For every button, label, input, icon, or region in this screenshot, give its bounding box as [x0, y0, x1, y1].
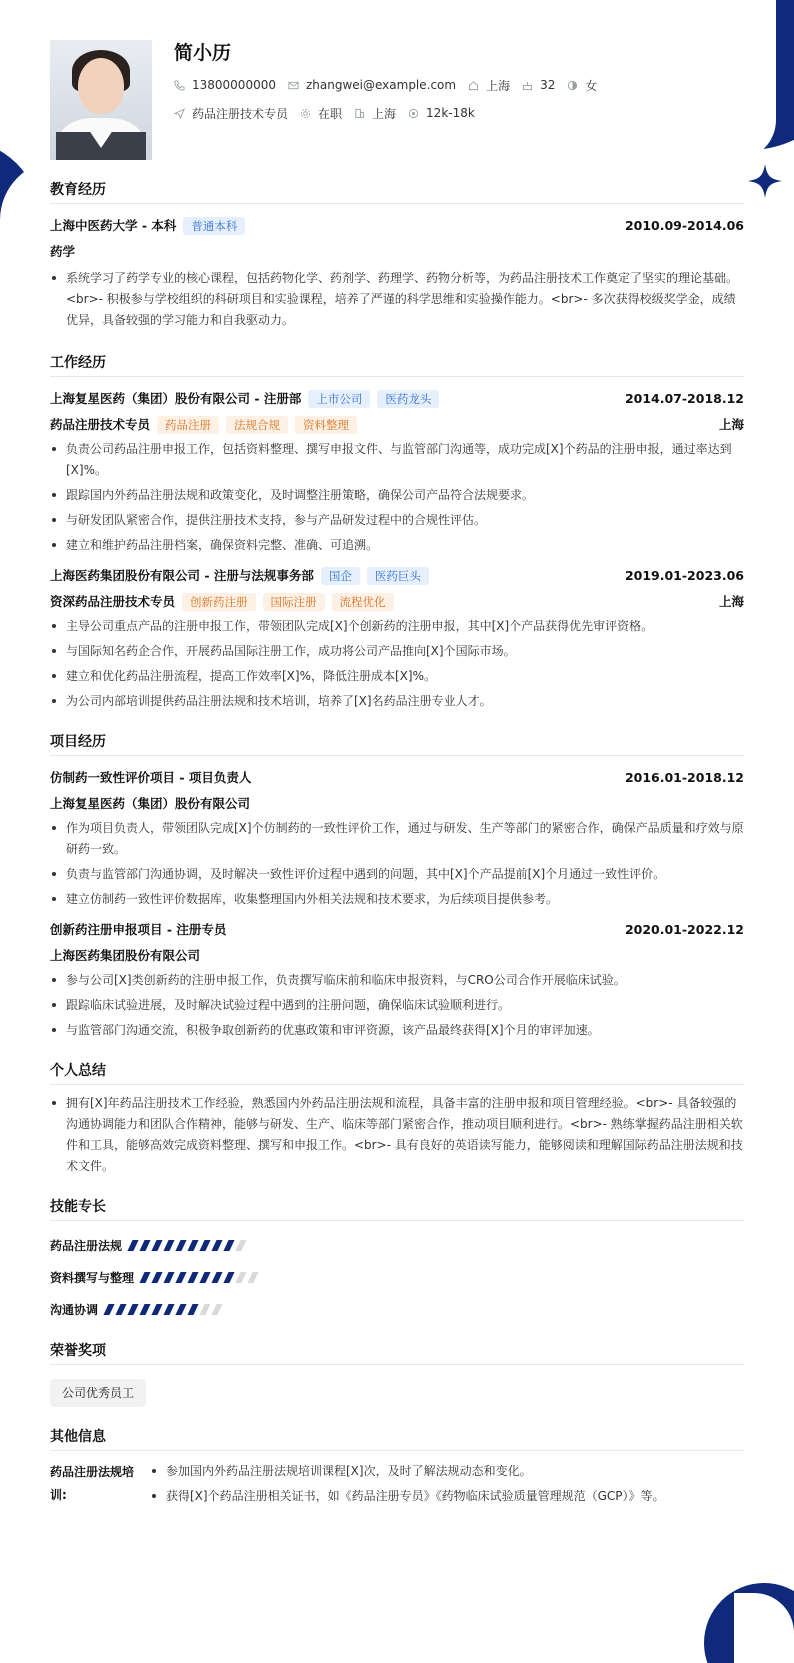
education-date: 2010.09-2014.06 [624, 217, 744, 233]
skill-label: 药品注册法规 [50, 1238, 123, 1253]
skill-row [50, 1293, 744, 1325]
mail-icon [288, 80, 299, 91]
company-tag: 国企 [321, 567, 360, 585]
summary-section [50, 1057, 744, 1177]
skill-level-segment [115, 1304, 126, 1315]
skill-row [50, 1261, 744, 1293]
skill-level-segment [223, 1240, 234, 1251]
salary-icon [408, 108, 419, 119]
skill-level-segment [127, 1304, 138, 1315]
gear-icon [300, 108, 311, 119]
avatar [50, 40, 152, 160]
list-item: 主导公司重点产品的注册申报工作，带领团队完成[X]个创新药的注册申报，其中[X]个产品获得优先审评资格。 [50, 616, 744, 637]
work-section [50, 349, 744, 712]
company-tag: 医药巨头 [367, 567, 429, 585]
list-item: 与研发团队紧密合作，提供注册技术支持，参与产品研发过程中的合规性评估。 [50, 510, 744, 531]
hometown-text: 上海 [486, 78, 511, 93]
role-tag: 资料整理 [295, 416, 357, 434]
job-title-text: 药品注册技术专员 [192, 106, 289, 121]
list-item: 系统学习了药学专业的核心课程，包括药物化学、药剂学、药理学、药物分析等，为药品注册技术工作奠定了坚实的理论基础。<br>- 积极参与学校组织的科研项目和实验课程，培养了严谨的科学思维和实验操作能力。<br>- 多次获得校级奖学金，成绩优异，具备较强的学习能力和自我驱动力。 [50, 268, 744, 331]
section-title: 工作经历 [50, 349, 744, 377]
skill-level-segment [163, 1304, 174, 1315]
skill-level-segment [151, 1240, 162, 1251]
skill-level-segment [187, 1240, 198, 1251]
list-item: 与监管部门沟通交流，积极争取创新药的优惠政策和审评资源，该产品最终获得[X]个月的审评加速。 [50, 1020, 744, 1041]
list-item: 拥有[X]年药品注册技术工作经验，熟悉国内外药品注册法规和流程，具备丰富的注册申报和项目管理经验。<br>- 具备较强的沟通协调能力和团队合作精神，能够与研发、生产、临床等部门紧密合作，推动项目顺利进行。<br>- 熟练掌握药品注册相关软件和工具，能够高效完成资料整理、撰写和申报工作。<br>- 具有良好的英语读写能力，能够阅读和理解国际药品注册法规和技术文件。 [50, 1093, 744, 1177]
role-tag: 法规合规 [226, 416, 288, 434]
project-name: 仿制药一致性评价项目 - 项目负责人 [50, 770, 252, 785]
skill-level-segment [139, 1240, 150, 1251]
section-title: 项目经历 [50, 728, 744, 756]
skill-level-segment [163, 1272, 174, 1283]
city-text: 上海 [372, 106, 397, 121]
list-item: 与国际知名药企合作，开展药品国际注册工作，成功将公司产品推向[X]个国际市场。 [50, 641, 744, 662]
skill-level-segment [163, 1240, 174, 1251]
list-item: 建立和优化药品注册流程，提高工作效率[X]%，降低注册成本[X]%。 [50, 666, 744, 687]
work-date: 2014.07-2018.12 [624, 390, 744, 406]
email-text: zhangwei@example.com [305, 78, 457, 92]
list-item: 参与公司[X]类创新药的注册申报工作，负责撰写临床前和临床申报资料，与CRO公司合作开展临床试验。 [50, 970, 744, 991]
company-tag: 上市公司 [308, 390, 370, 408]
skill-level-bar [106, 1304, 226, 1315]
school-name: 上海中医药大学 - 本科 [50, 217, 177, 233]
building-icon [354, 108, 365, 119]
cake-icon [522, 80, 533, 91]
education-section [50, 176, 744, 331]
work-location: 上海 [718, 417, 744, 432]
role-name: 资深药品注册技术专员 [50, 593, 176, 609]
skill-level-segment [139, 1272, 150, 1283]
skill-level-bar [130, 1240, 250, 1251]
resume [50, 40, 744, 1511]
project-date: 2016.01-2018.12 [624, 769, 744, 785]
project-company: 上海复星医药（集团）股份有限公司 [50, 796, 251, 811]
status-text: 在职 [318, 106, 343, 121]
skill-level-segment [247, 1272, 258, 1283]
send-icon [174, 108, 185, 119]
role-tag: 创新药注册 [182, 593, 256, 611]
list-item: 参加国内外药品注册法规培训课程[X]次，及时了解法规动态和变化。 [150, 1461, 744, 1482]
skill-level-segment [187, 1304, 198, 1315]
skill-level-segment [235, 1272, 246, 1283]
skill-level-segment [199, 1240, 210, 1251]
list-item: 获得[X]个药品注册相关证书，如《药品注册专员》《药物临床试验质量管理规范（GCP）》等。 [150, 1486, 744, 1507]
list-item: 负责公司药品注册申报工作，包括资料整理、撰写申报文件、与监管部门沟通等，成功完成[X]个药品的注册申报，通过率达到[X]%。 [50, 439, 744, 481]
candidate-name: 简小历 [174, 42, 232, 64]
skill-label: 沟通协调 [50, 1302, 99, 1317]
role-tag: 药品注册 [157, 416, 219, 434]
list-item: 负责与监管部门沟通协调，及时解决一致性评价过程中遇到的问题，其中[X]个产品提前[X]个月通过一致性评价。 [50, 864, 744, 885]
project-date: 2020.01-2022.12 [624, 921, 744, 937]
major: 药学 [50, 244, 76, 259]
other-label: 药品注册法规培训: [50, 1465, 135, 1502]
profile-header [50, 40, 744, 160]
section-title: 个人总结 [50, 1057, 744, 1085]
skill-level-segment [223, 1272, 234, 1283]
skill-level-segment [211, 1272, 222, 1283]
home-icon [468, 80, 479, 91]
age-text: 32 [540, 78, 556, 92]
skill-row [50, 1229, 744, 1261]
project-name: 创新药注册申报项目 - 注册专员 [50, 922, 227, 937]
project-company: 上海医药集团股份有限公司 [50, 948, 201, 963]
skill-level-segment [103, 1304, 114, 1315]
skill-label: 资料撰写与整理 [50, 1270, 135, 1285]
project-section [50, 728, 744, 1041]
section-title: 其他信息 [50, 1423, 744, 1451]
list-item: 作为项目负责人，带领团队完成[X]个仿制药的一致性评价工作，通过与研发、生产等部门的紧密合作，确保产品质量和疗效与原研药一致。 [50, 818, 744, 860]
work-location: 上海 [718, 594, 744, 609]
company-name: 上海医药集团股份有限公司 - 注册与法规事务部 [50, 567, 314, 583]
list-item: 建立和维护药品注册档案，确保资料完整、准确、可追溯。 [50, 535, 744, 556]
skill-level-segment [175, 1240, 186, 1251]
company-tag: 医药龙头 [377, 390, 439, 408]
skill-level-segment [151, 1272, 162, 1283]
list-item: 跟踪国内外药品注册法规和政策变化，及时调整注册策略，确保公司产品符合法规要求。 [50, 485, 744, 506]
phone-icon [174, 80, 185, 91]
skill-level-segment [139, 1304, 150, 1315]
skill-level-segment [187, 1272, 198, 1283]
award-chip: 公司优秀员工 [50, 1379, 146, 1407]
skill-level-segment [211, 1304, 222, 1315]
section-title: 技能专长 [50, 1193, 744, 1221]
skill-level-segment [151, 1304, 162, 1315]
phone-text: 13800000000 [192, 78, 276, 92]
awards-section [50, 1337, 744, 1407]
skill-level-segment [175, 1304, 186, 1315]
section-title: 荣誉奖项 [50, 1337, 744, 1365]
sparkle-icon [748, 164, 782, 198]
list-item: 为公司内部培训提供药品注册法规和技术培训，培养了[X]名药品注册专业人才。 [50, 691, 744, 712]
other-section [50, 1423, 744, 1511]
skill-level-bar [142, 1272, 262, 1283]
skill-level-segment [199, 1304, 210, 1315]
skill-level-segment [211, 1240, 222, 1251]
list-item: 跟踪临床试验进展，及时解决试验过程中遇到的注册问题，确保临床试验顺利进行。 [50, 995, 744, 1016]
company-name: 上海复星医药（集团）股份有限公司 - 注册部 [50, 390, 302, 406]
role-tag: 国际注册 [263, 593, 325, 611]
skills-section [50, 1193, 744, 1325]
list-item: 建立仿制药一致性评价数据库，收集整理国内外相关法规和技术要求，为后续项目提供参考。 [50, 889, 744, 910]
skill-level-segment [127, 1240, 138, 1251]
degree-tag: 普通本科 [183, 217, 245, 235]
role-tag: 流程优化 [332, 593, 394, 611]
skill-level-segment [199, 1272, 210, 1283]
skill-level-segment [175, 1272, 186, 1283]
skill-level-segment [235, 1240, 246, 1251]
section-title: 教育经历 [50, 176, 744, 204]
gender-icon [567, 80, 578, 91]
gender-text: 女 [585, 78, 598, 93]
salary-text: 12k-18k [426, 106, 475, 120]
work-date: 2019.01-2023.06 [624, 567, 744, 583]
role-name: 药品注册技术专员 [50, 416, 151, 432]
